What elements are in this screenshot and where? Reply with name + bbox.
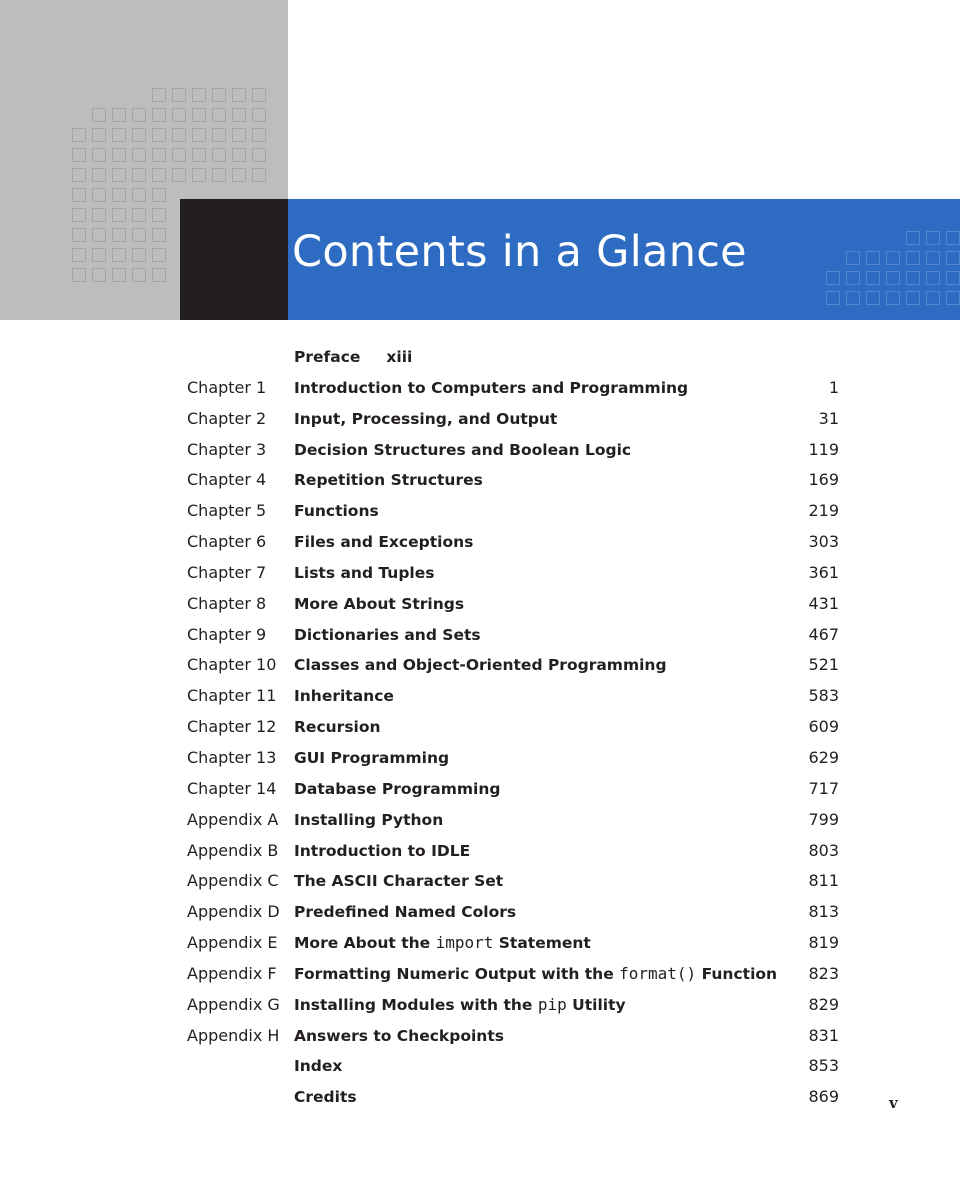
toc-label: Chapter 2 [187, 408, 267, 428]
toc-page-number: 361 [808, 562, 839, 582]
toc-title: Lists and Tuples [294, 563, 435, 582]
decorative-square [866, 251, 880, 265]
decorative-square [92, 188, 106, 202]
decorative-square [826, 291, 840, 305]
toc-label: Chapter 7 [187, 562, 267, 582]
decorative-square [866, 271, 880, 285]
toc-title-code: import [435, 933, 494, 953]
decorative-square [172, 88, 186, 102]
toc-title: Installing Python [294, 810, 444, 829]
toc-label: Chapter 14 [187, 778, 277, 798]
decorative-square [152, 88, 166, 102]
toc-row[interactable] [0, 959, 960, 990]
decorative-square [212, 128, 226, 142]
decorative-square [152, 248, 166, 262]
decorative-square [72, 188, 86, 202]
toc-page-number: 169 [808, 470, 839, 490]
decorative-square [172, 128, 186, 142]
decorative-square [72, 248, 86, 262]
toc-row[interactable] [0, 465, 960, 496]
decorative-square [846, 291, 860, 305]
toc-row[interactable] [0, 928, 960, 959]
decorative-square [152, 108, 166, 122]
decorative-square [132, 128, 146, 142]
toc-label: Chapter 6 [187, 532, 267, 552]
toc-title: Dictionaries and Sets [294, 625, 481, 644]
toc-title: Recursion [294, 718, 381, 737]
decorative-square [132, 188, 146, 202]
decorative-square [232, 128, 246, 142]
toc-title: Predefined Named Colors [294, 903, 517, 922]
decorative-square [946, 231, 960, 245]
decorative-square [212, 168, 226, 182]
toc-title: Introduction to Computers and Programming [294, 378, 689, 397]
toc-row[interactable] [0, 435, 960, 466]
toc-title: Inheritance [294, 687, 394, 706]
toc-row[interactable] [0, 620, 960, 651]
toc-page-number: 803 [808, 840, 839, 860]
decorative-square [906, 231, 920, 245]
decorative-square [886, 291, 900, 305]
preface-page: xiii [386, 348, 413, 366]
decorative-square [232, 148, 246, 162]
toc-label: Chapter 13 [187, 747, 277, 767]
decorative-square [72, 228, 86, 242]
toc-page-number: 431 [808, 593, 839, 613]
decorative-square [92, 228, 106, 242]
decorative-square [192, 148, 206, 162]
decorative-square [112, 208, 126, 222]
decorative-square [886, 251, 900, 265]
decorative-square-pattern-blue [826, 231, 960, 305]
decorative-square [112, 108, 126, 122]
decorative-square [92, 148, 106, 162]
toc-page-number: 609 [808, 717, 839, 737]
toc-row[interactable] [0, 404, 960, 435]
toc-label: Chapter 5 [187, 501, 267, 521]
decorative-square [946, 251, 960, 265]
decorative-square [112, 168, 126, 182]
toc-title: GUI Programming [294, 748, 450, 767]
toc-title [294, 928, 591, 958]
toc-page-number: 219 [808, 501, 839, 521]
toc-row[interactable] [0, 712, 960, 743]
toc-label: Chapter 12 [187, 717, 277, 737]
toc-title-part: Statement [493, 934, 591, 953]
toc-row[interactable] [0, 496, 960, 527]
page-title: Contents in a Glance [292, 227, 747, 277]
decorative-square [112, 128, 126, 142]
decorative-square [152, 268, 166, 282]
toc-page-number: 521 [808, 655, 839, 675]
decorative-square [72, 268, 86, 282]
toc-label: Chapter 9 [187, 624, 267, 644]
toc-page-number: 799 [808, 809, 839, 829]
toc-row[interactable] [0, 1051, 960, 1082]
decorative-square [112, 228, 126, 242]
header-black-block [180, 199, 288, 320]
toc-preface [294, 342, 412, 372]
decorative-square [866, 291, 880, 305]
toc-row[interactable] [0, 836, 960, 867]
toc-label: Appendix A [187, 809, 279, 829]
toc-label: Appendix G [187, 994, 280, 1014]
decorative-square [72, 128, 86, 142]
decorative-square [132, 168, 146, 182]
decorative-square [926, 291, 940, 305]
toc-title-part: Function [696, 964, 778, 983]
decorative-square [252, 128, 266, 142]
toc-page-number: 869 [808, 1087, 839, 1107]
toc-title [294, 959, 777, 989]
decorative-square [212, 88, 226, 102]
toc-page-number: 819 [808, 933, 839, 953]
toc-title: Credits [294, 1088, 357, 1107]
toc-label: Chapter 8 [187, 593, 267, 613]
toc-title-code: pip [537, 994, 567, 1014]
decorative-square [846, 251, 860, 265]
decorative-square [132, 228, 146, 242]
toc-title: Database Programming [294, 779, 501, 798]
decorative-square [112, 188, 126, 202]
toc-row[interactable] [0, 650, 960, 681]
decorative-square [926, 251, 940, 265]
decorative-square [906, 251, 920, 265]
decorative-square [906, 291, 920, 305]
toc-page-number: 717 [808, 778, 839, 798]
decorative-square [112, 148, 126, 162]
decorative-square [132, 148, 146, 162]
decorative-square [152, 148, 166, 162]
toc-page-number: 829 [808, 994, 839, 1014]
toc-title-code: format() [619, 963, 697, 983]
decorative-square [72, 148, 86, 162]
decorative-square [926, 231, 940, 245]
decorative-square [946, 271, 960, 285]
decorative-square [152, 208, 166, 222]
toc-page-number: 853 [808, 1056, 839, 1076]
toc-title-part: More About the [294, 934, 436, 953]
toc-page-number: 823 [808, 963, 839, 983]
decorative-square [192, 168, 206, 182]
decorative-square [232, 168, 246, 182]
toc-label: Appendix E [187, 933, 278, 953]
toc-page-number: 583 [808, 686, 839, 706]
toc-label: Chapter 1 [187, 377, 267, 397]
toc-label: Appendix H [187, 1025, 280, 1045]
toc-title-part: Utility [566, 995, 626, 1014]
decorative-square [232, 88, 246, 102]
table-of-contents [0, 342, 960, 1113]
toc-label: Appendix B [187, 840, 279, 860]
decorative-square [212, 108, 226, 122]
decorative-square [252, 108, 266, 122]
toc-label: Appendix F [187, 963, 277, 983]
toc-title-part: Installing Modules with the [294, 995, 538, 1014]
decorative-square [72, 168, 86, 182]
page-folio: v [889, 1094, 898, 1112]
toc-row[interactable] [0, 1082, 960, 1113]
decorative-square [152, 168, 166, 182]
decorative-square [252, 168, 266, 182]
decorative-square [92, 128, 106, 142]
toc-title: Input, Processing, and Output [294, 409, 558, 428]
toc-row[interactable] [0, 589, 960, 620]
decorative-square [132, 268, 146, 282]
decorative-square [132, 208, 146, 222]
toc-label: Appendix D [187, 902, 280, 922]
toc-page-number: 831 [808, 1025, 839, 1045]
decorative-square [112, 248, 126, 262]
decorative-square [192, 88, 206, 102]
toc-page-number: 629 [808, 747, 839, 767]
decorative-square [252, 148, 266, 162]
toc-row[interactable] [0, 681, 960, 712]
toc-row[interactable] [0, 1021, 960, 1052]
decorative-square [846, 271, 860, 285]
toc-row[interactable] [0, 558, 960, 589]
decorative-square [172, 108, 186, 122]
decorative-square [192, 128, 206, 142]
toc-title: Functions [294, 502, 379, 521]
decorative-square [132, 248, 146, 262]
toc-title: The ASCII Character Set [294, 872, 504, 891]
toc-title: Repetition Structures [294, 471, 483, 490]
toc-row[interactable] [0, 990, 960, 1021]
decorative-square [112, 268, 126, 282]
decorative-square [252, 88, 266, 102]
toc-page-number: 813 [808, 902, 839, 922]
toc-page-number: 467 [808, 624, 839, 644]
toc-row[interactable] [0, 897, 960, 928]
toc-page-number: 31 [818, 408, 839, 428]
decorative-square [212, 148, 226, 162]
toc-page-number: 811 [808, 871, 839, 891]
toc-page-number: 1 [828, 377, 839, 397]
toc-title: Classes and Object-Oriented Programming [294, 656, 667, 675]
decorative-square [92, 268, 106, 282]
toc-page-number: 119 [808, 439, 839, 459]
toc-title [294, 990, 626, 1020]
decorative-square [72, 208, 86, 222]
toc-title: More About Strings [294, 594, 465, 613]
toc-row[interactable] [0, 373, 960, 404]
toc-title: Answers to Checkpoints [294, 1026, 504, 1045]
toc-label: Appendix C [187, 871, 279, 891]
decorative-square [92, 168, 106, 182]
toc-preface-row[interactable] [0, 342, 960, 373]
preface-title: Preface [294, 348, 361, 366]
toc-title: Files and Exceptions [294, 533, 474, 552]
decorative-square [92, 208, 106, 222]
toc-label: Chapter 10 [187, 655, 277, 675]
toc-title: Introduction to IDLE [294, 841, 471, 860]
toc-label: Chapter 11 [187, 686, 277, 706]
header-blue-band [288, 199, 960, 320]
decorative-square [92, 108, 106, 122]
toc-page-number: 303 [808, 532, 839, 552]
toc-label: Chapter 3 [187, 439, 267, 459]
decorative-square [192, 108, 206, 122]
toc-row[interactable] [0, 527, 960, 558]
toc-row[interactable] [0, 743, 960, 774]
decorative-square [152, 188, 166, 202]
decorative-square [906, 271, 920, 285]
decorative-square [946, 291, 960, 305]
decorative-square [826, 271, 840, 285]
decorative-square [152, 228, 166, 242]
toc-row[interactable] [0, 866, 960, 897]
decorative-square [172, 168, 186, 182]
decorative-square [926, 271, 940, 285]
decorative-square [132, 108, 146, 122]
decorative-square [886, 271, 900, 285]
decorative-square [232, 108, 246, 122]
toc-title: Decision Structures and Boolean Logic [294, 440, 632, 459]
toc-title: Index [294, 1057, 343, 1076]
toc-row[interactable] [0, 774, 960, 805]
toc-row[interactable] [0, 805, 960, 836]
decorative-square [152, 128, 166, 142]
toc-title-part: Formatting Numeric Output with the [294, 964, 620, 983]
decorative-square [92, 248, 106, 262]
toc-label: Chapter 4 [187, 470, 267, 490]
decorative-square [172, 148, 186, 162]
